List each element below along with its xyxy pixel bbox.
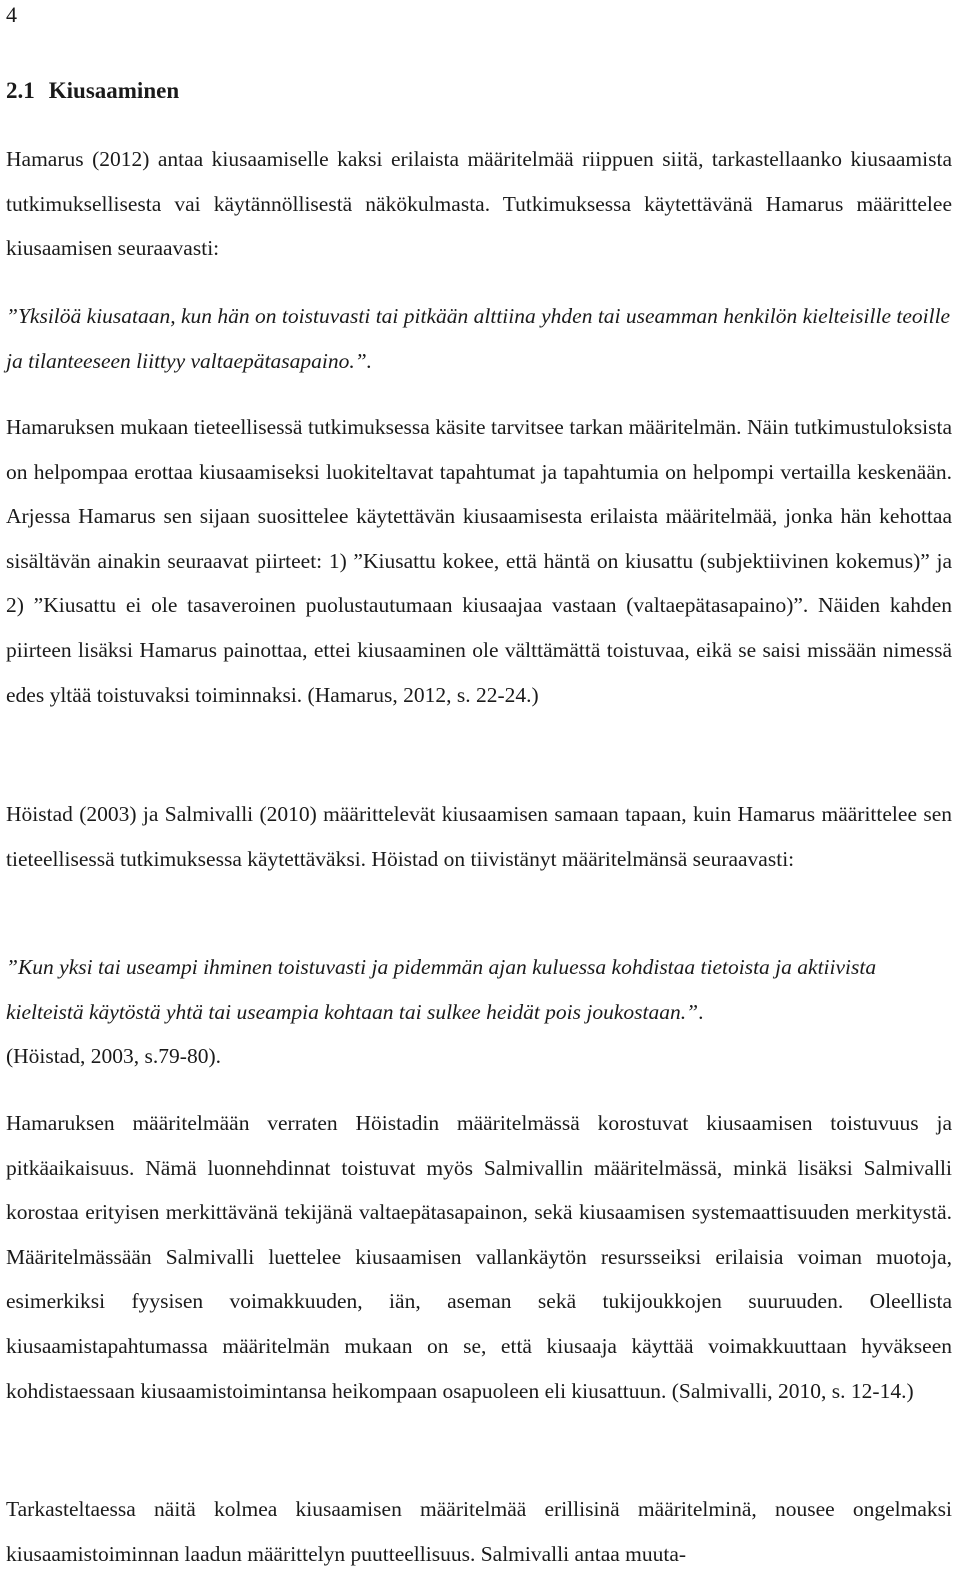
- paragraph-conclusion: Tarkasteltaessa näitä kolmea kiusaamisen määritelmää erillisinä määritelminä, nousee ongelmaksi kiusaamistoiminnan laadun määrittelyn puutteellisuus. Salmivalli antaa muuta-: [6, 1497, 952, 1566]
- section-number: 2.1: [6, 78, 35, 103]
- paragraph-hamarus-definition: Hamaruksen mukaan tieteellisessä tutkimuksessa käsite tarvitsee tarkan määritelmän. Näin tutkimustuloksista on helpompaa erottaa kiusaamiseksi luokiteltavat tapahtumat ja tapahtumia on helpompi vertailla keskenään. Arjessa Hamarus sen sijaan suosittelee käytettävän kiusaamisesta erilaista määritelmää, jonka hän kehottaa sisältävän ainakin seuraavat piirteet: 1) ”Kiusattu kokee, että häntä on kiusattu (subjektiivinen kokemus)” ja 2) ”Kiusattu ei ole tasaveroinen puolustautumaan kiusaajaa vastaan (valtaepätasapaino)”. Näiden kahden piirteen lisäksi Hamarus painottaa, ettei kiusaaminen ole välttämättä toistuvaa, eikä se saisi missään nimessä edes yltää toistuvaksi toiminnaksi. (Hamarus, 2012, s. 22-24.): [6, 415, 952, 707]
- paragraph-comparison: Hamaruksen määritelmään verraten Höistadin määritelmässä korostuvat kiusaamisen toistuvuus ja pitkäaikaisuus. Nämä luonnehdinnat toistuvat myös Salmivallin määritelmässä, minkä lisäksi Salmivalli korostaa erityisen merkittävänä tekijänä valtaepätasapainon, sekä kiusaamisen systemaattisuuden merkitystä. Määritelmässään Salmivalli luettelee kiusaamisen vallankäytön resursseiksi erilaisia voiman muotoja, esimerkiksi fyysisen voimakkuuden, iän, aseman sekä tukijoukkojen suuruuden. Oleellista kiusaamistapahtumassa määritelmän mukaan on se, että kiusaaja käyttää voimakkuuttaan hyväkseen kohdistaessaan kiusaamistoimintansa heikompaan osapuoleen eli kiusattuun. (Salmivalli, 2010, s. 12-14.): [6, 1111, 952, 1403]
- paragraph-hoistad-salmivalli: Höistad (2003) ja Salmivalli (2010) määrittelevät kiusaamisen samaan tapaan, kuin Hamarus määrittelee sen tieteellisessä tutkimuksessa käytettäväksi. Höistad on tiivistänyt määritelmänsä seuraavasti:: [6, 802, 952, 871]
- quote-hoistad-text: ”Kun yksi tai useampi ihminen toistuvasti ja pidemmän ajan kuluessa kohdistaa tietoista ja aktiivista kielteistä käytöstä yhtä tai useampia kohtaan tai sulkee heidät pois joukostaan.”: [6, 955, 877, 1024]
- quote-hoistad-tail: .: [698, 999, 704, 1024]
- section-heading: [6, 76, 179, 106]
- quote-hoistad: [6, 945, 952, 1079]
- section-title: Kiusaaminen: [48, 78, 180, 103]
- paragraph-intro: Hamarus (2012) antaa kiusaamiselle kaksi erilaista määritelmää riippuen siitä, tarkastellaanko kiusaamista tutkimuksellisesta vai käytännöllisestä näkökulmasta. Tutkimuksessa käytettävänä Hamarus määrittelee kiusaamisen seuraavasti:: [6, 147, 952, 261]
- quote-hoistad-citation: (Höistad, 2003, s.79-80).: [6, 1044, 221, 1069]
- quote-hamarus: ”Yksilöä kiusataan, kun hän on toistuvasti tai pitkään alttiina yhden tai useamman henkilön kielteisille teoille ja tilanteeseen liittyy valtaepätasapaino.”.: [6, 304, 951, 373]
- page-number: 4: [6, 2, 17, 27]
